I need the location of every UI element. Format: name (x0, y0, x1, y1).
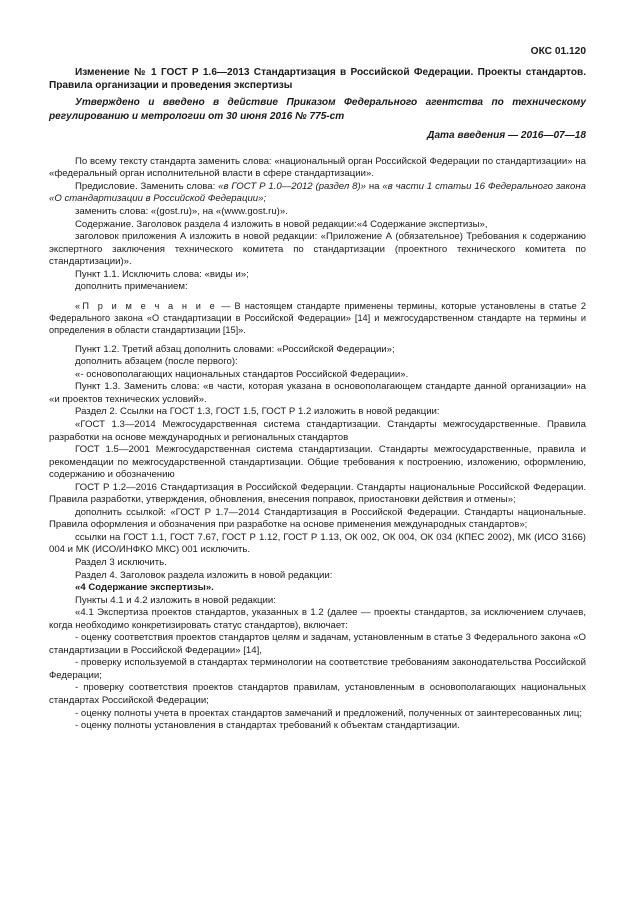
list-item: - оценку полноты учета в проектах стандартов замечаний и предложений, полученных от заинтересованных лиц; (75, 707, 583, 719)
paragraph: Раздел 4. Заголовок раздела изложить в новой редакции: (75, 569, 333, 581)
paragraph: заголовок приложения А изложить в новой редакции: «Приложение А (обязательное) Требования к содержанию экспертного заключения технического комитета по стандартизации (проектного технического комитета по стандартизации)». (49, 231, 586, 268)
paragraph: Пункт 1.3. Заменить слова: «в части, которая указана в основополагающем стандарте данной организации» на «и проектов технических условий». (49, 381, 586, 405)
italic-run: «в части 1 статьи 16 Федерального закона «О стандартизации в Российской Федерации»; (49, 180, 586, 205)
amendment-title: Изменение № 1 ГОСТ Р 1.6—2013 Стандартизация в Российской Федерации. Проекты стандартов. Правила организации и проведения экспертизы (49, 67, 586, 92)
paragraph: Пункты 4.1 и 4.2 изложить в новой редакции: (75, 594, 276, 606)
text-run: Предисловие. Заменить слова: (75, 180, 219, 192)
paragraph: «4.1 Экспертиза проектов стандартов, указанных в 1.2 (далее — проекты стандартов, за исключением случаев, когда необходимо конкретизировать статус стандартов), включает: (49, 607, 586, 631)
note-paragraph (49, 300, 586, 337)
paragraph: Раздел 3 исключить. (75, 557, 167, 569)
approval-statement: Утверждено и введено в действие Приказом Федерального агентства по техническому регулированию и метрологии от 30 июня 2016 № 775-ст (49, 97, 586, 122)
paragraph: дополнить ссылкой: «ГОСТ Р 1.7—2014 Стандартизация в Российской Федерации. Стандарты национальные. Правила оформления и обозначения при разработке на основе применения международных стандартов»; (49, 506, 586, 531)
paragraph-preface (49, 181, 586, 206)
note-label: «П р и м е ч а н и е (75, 300, 218, 311)
paragraph: «- основополагающих национальных стандартов Российской Федерации». (75, 368, 409, 380)
effective-date: Дата введения — 2016—07—18 (427, 129, 586, 141)
section-heading: «4 Содержание экспертизы». (75, 582, 214, 594)
list-item: - оценку соответствия проектов стандартов целям и задачам, установленным в статье 3 Федерального закона «О стандартизации в Российской Федерации» [14], (49, 632, 586, 656)
paragraph: «ГОСТ 1.3—2014 Межгосударственная система стандартизации. Стандарты межгосударственные. Правила разработки на основе международных и региональных стандартов (49, 419, 586, 443)
paragraph: Пункт 1.2. Третий абзац дополнить словами: «Российской Федерации»; (75, 343, 395, 355)
paragraph: ГОСТ Р 1.2—2016 Стандартизация в Российской Федерации. Стандарты национальные Российской Федерации. Правила разработки, утверждения, обновления, внесения поправок, приостановки действия и отмены»; (49, 481, 586, 506)
paragraph: дополнить примечанием: (75, 281, 188, 293)
paragraph: Пункт 1.1. Исключить слова: «виды и»; (75, 268, 249, 280)
paragraph: заменить слова: «(gost.ru)», на «(www.gost.ru)». (75, 206, 288, 217)
paragraph: ссылки на ГОСТ 1.1, ГОСТ 7.67, ГОСТ Р 1.12, ГОСТ Р 1.13, ОК 002, ОК 004, ОК 034 (КПЕС 2002), МК (ИСО 3166) 004 и МК (ИСО/ИНФКО МКС) 001 исключить. (49, 531, 586, 556)
paragraph: ГОСТ 1.5—2001 Межгосударственная система стандартизации. Стандарты межгосударственные, правила и рекомендации по межгосударственной стандартизации. Общие требования к построению, изложению, оформлению, содержанию и обозначению (49, 444, 586, 481)
paragraph: дополнить абзацем (после первого): (75, 356, 238, 368)
list-item: - проверку используемой в стандартах терминологии на соответствие требованиям законодательства Российской Федерации; (49, 657, 586, 681)
classification-code: ОКС 01.120 (530, 46, 586, 57)
italic-run: «в ГОСТ Р 1.0—2012 (раздел 8)» (218, 180, 366, 192)
list-item: - оценку полноты установления в стандартах требований к объектам стандартизации. (75, 720, 460, 732)
text-run: на (365, 180, 383, 192)
note-text: — В настоящем стандарте применены термины, которые установлены в статье 2 Федерального закона «О стандартизации в Российской Федерации» [14] и межгосударственном стандарте на термины и определения в области стандартизации [15]». (49, 300, 586, 336)
paragraph: Раздел 2. Ссылки на ГОСТ 1.3, ГОСТ 1.5, ГОСТ Р 1.2 изложить в новой редакции: (75, 406, 440, 418)
paragraph: Содержание. Заголовок раздела 4 изложить в новой редакции:«4 Содержание экспертизы», (75, 218, 488, 230)
paragraph: По всему тексту стандарта заменить слова: «национальный орган Российской Федерации по стандартизации» на «федеральный орган исполнительной власти в сфере стандартизации». (49, 155, 586, 180)
list-item: - проверку соответствия проектов стандартов правилам, установленным в основополагающих национальных стандартах Российской Федерации; (49, 682, 586, 707)
